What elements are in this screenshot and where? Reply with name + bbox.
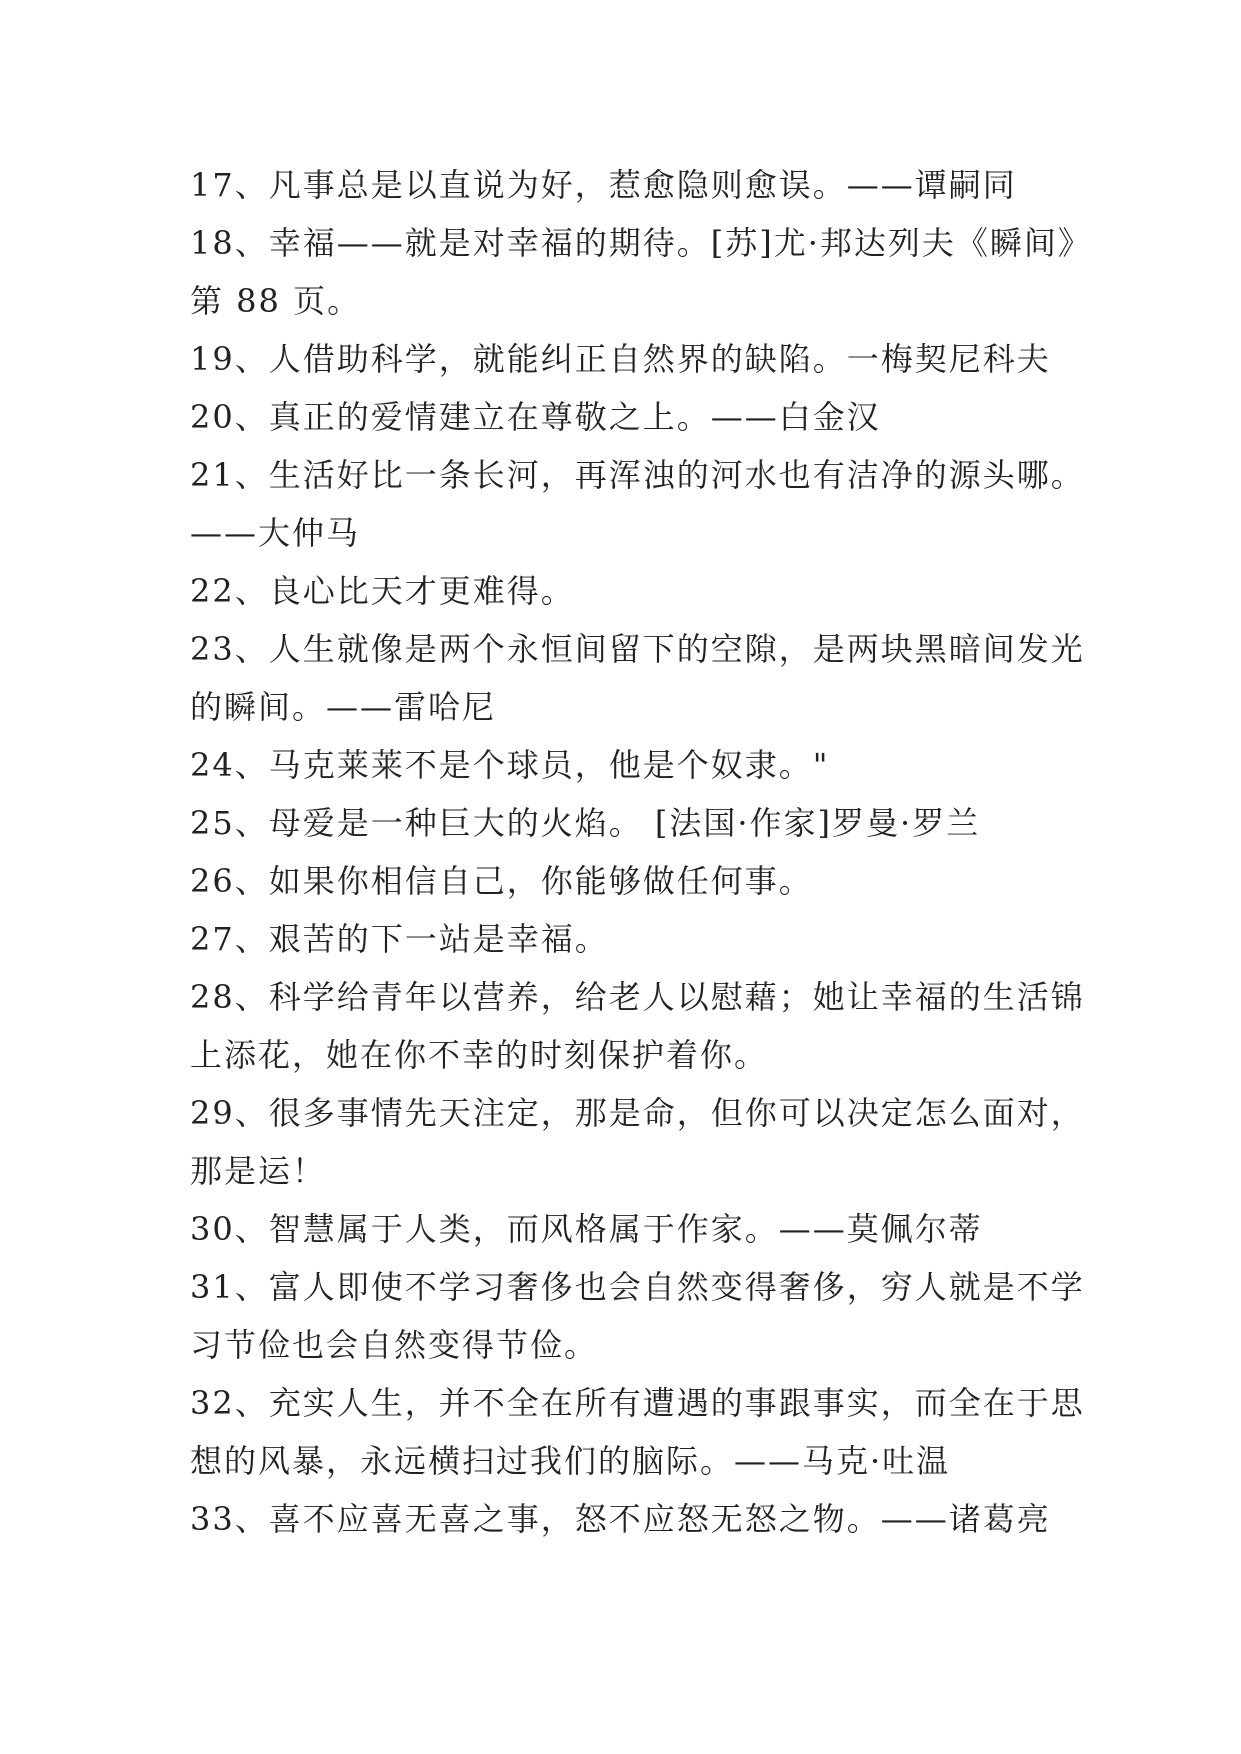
text-line: 18、幸福——就是对幸福的期待。[苏]尤·邦达列夫《瞬间》 [190, 224, 1092, 262]
text-line: 23、人生就像是两个永恒间留下的空隙，是两块黑暗间发光 [190, 630, 1085, 668]
text-line: 33、喜不应喜无喜之事，怒不应怒无怒之物。——诸葛亮 [190, 1500, 1051, 1538]
text-line: 的瞬间。——雷哈尼 [190, 688, 497, 726]
text-line: 25、母爱是一种巨大的火焰。 [法国·作家]罗曼·罗兰 [190, 804, 981, 842]
text-line: 上添花，她在你不幸的时刻保护着你。 [190, 1036, 769, 1074]
text-line: 那是运！ [190, 1152, 327, 1190]
text-line: 28、科学给青年以营养，给老人以慰藉；她让幸福的生活锦 [190, 978, 1085, 1016]
text-line: 27、艰苦的下一站是幸福。 [190, 920, 609, 958]
text-line: 26、如果你相信自己，你能够做任何事。 [190, 862, 813, 900]
text-line: 31、富人即使不学习奢侈也会自然变得奢侈，穷人就是不学 [190, 1268, 1085, 1306]
text-line: ——大仲马 [190, 514, 361, 552]
quote-list [190, 156, 1092, 1548]
text-line: 30、智慧属于人类，而风格属于作家。——莫佩尔蒂 [190, 1210, 983, 1248]
text-line: 想的风暴，永远横扫过我们的脑际。——马克·吐温 [190, 1442, 951, 1480]
text-line: 29、很多事情先天注定，那是命，但你可以决定怎么面对， [190, 1094, 1085, 1132]
text-line: 22、良心比天才更难得。 [190, 572, 575, 610]
text-line: 32、充实人生，并不全在所有遭遇的事跟事实，而全在于思 [190, 1384, 1085, 1422]
text-line: 21、生活好比一条长河，再浑浊的河水也有洁净的源头哪。 [190, 456, 1085, 494]
text-line: 第 88 页。 [190, 282, 362, 320]
text-line: 24、马克莱莱不是个球员，他是个奴隶。" [190, 746, 830, 784]
text-line: 习节俭也会自然变得节俭。 [190, 1326, 599, 1364]
text-line: 19、人借助科学，就能纠正自然界的缺陷。一梅契尼科夫 [190, 340, 1051, 378]
text-line: 17、凡事总是以直说为好，惹愈隐则愈误。——谭嗣同 [190, 166, 1017, 204]
text-line: 20、真正的爱情建立在尊敬之上。——白金汉 [190, 398, 881, 436]
